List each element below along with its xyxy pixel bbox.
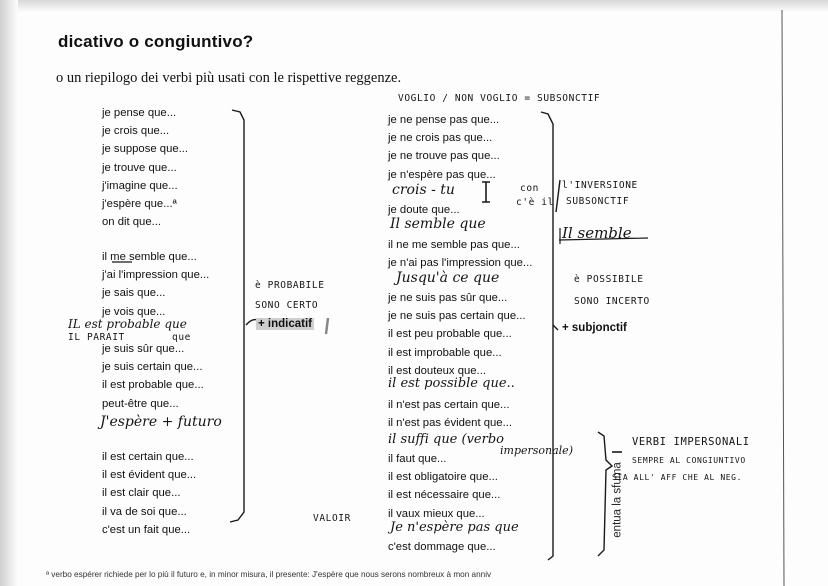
handwritten-e-probabile: è PROBABILE <box>255 280 325 291</box>
right-group-7 <box>388 538 496 556</box>
list-item: il me semble que... <box>102 251 197 263</box>
handwritten-subsonctif: SUBSONCTIF <box>566 196 630 207</box>
handwritten-c-e-il: c'è il <box>516 197 554 208</box>
list-item: il est nécessaire que... <box>388 489 501 502</box>
handwritten-que: que <box>172 332 191 343</box>
handwritten-sia-aff-neg: SIA ALL' AFF CHE AL NEG. <box>612 473 742 482</box>
indicatif-label: + indicatif <box>258 318 312 330</box>
list-item: je pense que... <box>102 107 177 119</box>
list-item: il n'est pas évident que... <box>388 417 512 430</box>
handwritten-jespere-futuro: J'espère + futuro <box>100 414 222 430</box>
list-item: il est certain que... <box>102 451 194 463</box>
footnote: ª verbo espérer richiede per lo più il futuro e, in minor misura, il presente: J'espère que nous serons nombreux à mon anniv <box>46 570 492 579</box>
left-group-1 <box>102 104 188 231</box>
handwritten-inversione: l'INVERSIONE <box>562 180 638 191</box>
list-item: je n'ai pas l'impression que... <box>388 257 533 270</box>
handwritten-il-est-probable: IL est probable que <box>68 317 187 331</box>
handwritten-il-semble: Il semble <box>562 224 632 242</box>
list-item: c'est dommage que... <box>388 541 496 553</box>
list-item: je vois que... <box>102 305 166 318</box>
subjonctif-label: + subjonctif <box>562 322 627 334</box>
list-item: je ne suis pas sûr que... <box>388 292 508 304</box>
handwritten-sono-certo: SONO CERTO <box>255 300 319 311</box>
list-item: je ne trouve pas que... <box>388 150 500 163</box>
list-item: j'espère que...ª <box>102 198 177 211</box>
list-item: j'imagine que... <box>102 179 178 192</box>
list-item: on dit que... <box>102 216 162 229</box>
left-group-3 <box>102 340 204 413</box>
handwritten-voglio-note: VOGLIO / NON VOGLIO = SUBSONCTIF <box>398 93 601 104</box>
list-item: il est douteux que... <box>388 364 486 377</box>
list-item: il n'est pas certain que... <box>388 399 510 411</box>
handwritten-e-possibile: è POSSIBILE <box>574 274 644 285</box>
list-item: je suis sûr que... <box>102 343 185 355</box>
list-item: il est évident que... <box>102 469 197 482</box>
handwritten-il-est-possible: il est possible que.. <box>388 376 515 391</box>
handwritten-il-suffit: il suffi que (verbo <box>388 432 504 447</box>
handwritten-verbi-impersonali: VERBI IMPERSONALI <box>632 436 750 448</box>
left-group-2 <box>102 248 209 321</box>
list-item: je trouve que... <box>102 161 177 174</box>
list-item: il faut que... <box>388 453 447 465</box>
handwritten-je-n-espere-pas: Je n'espère pas que <box>390 520 519 535</box>
list-item: je ne crois pas que... <box>388 132 493 145</box>
handwritten-crois-tu: crois - tu <box>392 182 455 198</box>
list-item: il ne me semble pas que... <box>388 239 520 251</box>
right-bracket <box>541 112 553 560</box>
list-item: je suis certain que... <box>102 361 203 374</box>
handwritten-il-semble-que: Il semble que <box>390 216 486 232</box>
list-item: il est clair que... <box>102 487 181 500</box>
right-group-5 <box>388 396 512 432</box>
left-group-4 <box>102 448 196 539</box>
right-group-6 <box>388 450 500 523</box>
handwritten-sempre-congiuntivo: SEMPRE AL CONGIUNTIVO <box>632 456 746 465</box>
list-item: je ne suis pas certain que... <box>388 310 526 323</box>
list-item: peut-être que... <box>102 397 179 410</box>
left-bracket <box>230 110 244 522</box>
list-item: je ne pense pas que... <box>388 114 500 126</box>
right-group-4 <box>388 289 526 380</box>
list-item: il vaux mieux que... <box>388 507 485 520</box>
list-item: je n'espère pas que... <box>388 168 496 181</box>
list-item: il est improbable que... <box>388 346 502 359</box>
list-item: je doute que... <box>388 204 460 216</box>
list-item: il est probable que... <box>102 379 204 392</box>
handwritten-jusqu-a-ce-que: Jusqu'à ce que <box>396 270 500 286</box>
handwritten-valoir: VALOIR <box>313 513 351 524</box>
handwritten-il-parait: IL PARAIT <box>68 332 125 343</box>
list-item: il est peu probable que... <box>388 328 512 341</box>
right-group-3 <box>388 236 532 272</box>
page-subtitle: o un riepilogo dei verbi più usati con le rispettive reggenze. <box>56 70 402 86</box>
list-item: c'est un fait que... <box>102 523 191 536</box>
list-item: je sais que... <box>102 287 166 300</box>
list-item: j'ai l'impression que... <box>102 269 210 282</box>
handwritten-impersonale: impersonale) <box>500 444 573 457</box>
list-item: je crois que... <box>102 125 170 138</box>
handwritten-sono-incerto: SONO INCERTO <box>574 296 650 307</box>
page-title: dicativo o congiuntivo? <box>58 32 254 51</box>
list-item: il va de soi que... <box>102 505 187 518</box>
side-margin-text: entua la sfuma <box>611 462 624 538</box>
list-item: je suppose que... <box>102 143 189 156</box>
handwritten-con: con <box>520 183 539 194</box>
right-group-1 <box>388 111 500 184</box>
list-item: il est obligatoire que... <box>388 471 498 484</box>
